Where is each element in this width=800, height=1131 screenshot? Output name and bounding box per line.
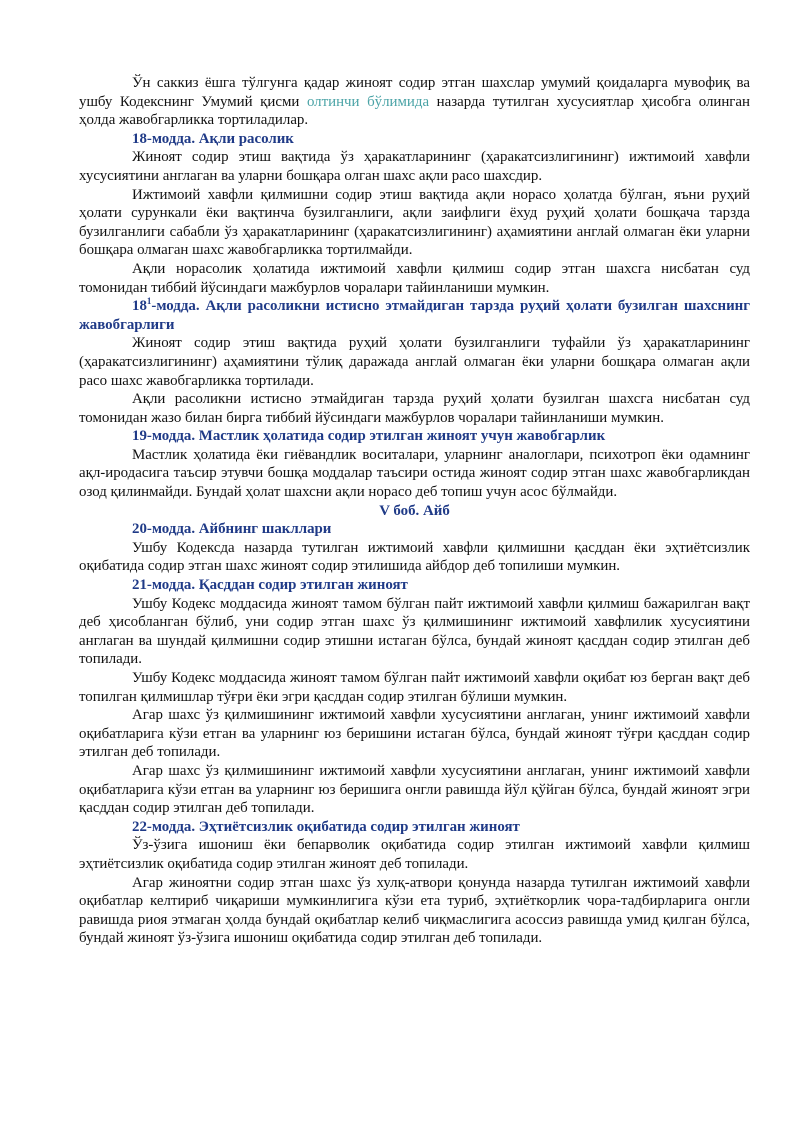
article-18-paragraph-1: Жиноят содир этиш вақтида ўз ҳаракатларининг (ҳаракатсизлигининг) ижтимоий хавфли хусусиятини англаган ва уларни бошқара олган шахс ақли расо шахсдир. xyxy=(79,149,750,184)
chapter-5-heading: V боб. Айб xyxy=(379,502,450,519)
article-21-paragraph-4: Агар шахс ўз қилмишининг ижтимоий хавфли хусусиятини англаган, унинг ижтимоий хавфли оқибатларига кўзи етган ва уларнинг юз беришига онгли равишда йўл қўйган бўлса, бундай жиноят эгри қасддан содир этилган деб топилади. xyxy=(79,762,750,817)
article-21-heading: 21-модда. Қасддан содир этилган жиноят xyxy=(132,577,408,594)
article-21-paragraph-2: Ушбу Кодекс моддасида жиноят тамом бўлган пайт ижтимоий хавфли оқибат юз берган вақт деб топилган қилмишлар тўғри ёки эгри қасддан содир этилган бўлиши мумкин. xyxy=(79,670,750,705)
article-18-1-heading xyxy=(79,297,750,334)
article-18-paragraph-3: Ақли норасолик ҳолатида ижтимоий хавфли қилмиш содир этган шахсга нисбатан суд томонидан тиббий йўсиндаги мажбурлов чоралари тайинланиши мумкин. xyxy=(79,260,750,296)
article-18-1-paragraph-2: Ақли расоликни истисно этмайдиган тарзда руҳий ҳолати бузилган шахсга нисбатан суд томонидан жазо билан бирга тиббий йўсиндаги мажбурлов чоралари тайинланиши мумкин. xyxy=(79,391,750,426)
intro-text-after: назарда тутилган хусусиятлар ҳисобга олинган ҳолда жавобгарликка тортиладилар. xyxy=(79,93,750,129)
article-18-1-paragraph-1: Жиноят содир этиш вақтида руҳий ҳолати бузилганлиги туфайли ўз ҳаракатларининг (ҳаракатсизлигининг) аҳамиятини тўлиқ даражада англай олмаган ёки уларни бошқара олмаган ақли расо шахс жавобгарликка тортилади. xyxy=(79,335,750,389)
article-18-1-superscript: 1 xyxy=(146,296,152,307)
article-18-paragraph-2: Ижтимоий хавфли қилмишни содир этиш вақтида ақли норасо ҳолатда бўлган, яъни руҳий ҳолати сурункали ёки вақтинча бузилганлиги, ақли заифлиги ёхуд руҳий ҳолати бошқача тарзда бузилганлиги сабабли ўз ҳаракатларининг (ҳаракатсизлигининг) аҳамиятини англай олмаган ёки уларни бошқара олмаган шахс жавобгарликка тортилмайди. xyxy=(79,186,750,259)
article-18-1-number: 18 xyxy=(132,298,147,315)
article-18-heading: 18-модда. Ақли расолик xyxy=(132,130,294,147)
sixth-section-link[interactable]: олтинчи бўлимида xyxy=(306,93,430,110)
intro-text-before: Ўн саккиз ёшга тўлгунга қадар жиноят содир этган шахслар умумий қоидаларга мувофиқ ва ушбу Кодекснинг Умумий қисми xyxy=(79,75,750,110)
article-20-paragraph-1: Ушбу Кодексда назарда тутилган ижтимоий хавфли қилмишни қасддан ёки эҳтиётсизлик оқибатида содир этган шахс жиноят содир этилишида айбдор деб топилиши мумкин. xyxy=(79,539,750,575)
article-22-paragraph-2: Агар жиноятни содир этган шахс ўз хулқ-атвори қонунда назарда тутилган ижтимоий хавфли оқибатлар келтириб чиқариши мумкинлигига кўзи ета туриб, эҳтиёткорлик чора-тадбирларига онгли равишда риоя этмаган ҳолда бундай оқибатлар келиб чиқмаслигига асоссиз равишда умид қилган бўлса, бундай жиноят ўз-ўзига ишониш оқибатида содир этилган деб топилади. xyxy=(79,874,750,947)
article-19-heading: 19-модда. Мастлик ҳолатида содир этилган жиноят учун жавобгарлик xyxy=(132,428,606,445)
article-21-paragraph-3: Агар шахс ўз қилмишининг ижтимоий хавфли хусусиятини англаган, унинг ижтимоий хавфли оқибатларига кўзи етган ва уларнинг юз беришини истаган бўлса, бундай жиноят тўғри қасддан содир этилган деб топилади. xyxy=(79,707,750,761)
article-21-paragraph-1: Ушбу Кодекс моддасида жиноят тамом бўлган пайт ижтимоий хавфли қилмиш бажарилган вақт деб ҳисобланган бўлиб, уни содир этган шахс ўз қилмишининг ижтимоий хавфлилик хусусиятини англаган ва шундай қилмишни содир этишни истаган бўлса, бундай жиноят қасддан содир этилган деб топилади. xyxy=(79,595,750,668)
intro-paragraph xyxy=(79,74,750,130)
article-19-paragraph-1: Мастлик ҳолатида ёки гиёвандлик воситалари, уларнинг аналоглари, психотроп ёки одамнинг ақл-иродасига таъсир этувчи бошқа моддалар таъсири остида жиноят содир этган шахс жавобгарликдан озод қилинмайди. Бундай ҳолат шахсни ақли норасо деб топиш учун асос бўлмайди. xyxy=(79,446,750,501)
article-22-paragraph-1: Ўз-ўзига ишониш ёки бепарволик оқибатида содир этилган ижтимоий хавфли қилмиш эҳтиётсизлик оқибатида содир этилган жиноят деб топилади. xyxy=(79,837,750,872)
article-18-1-title: -модда. Ақли расоликни истисно этмайдиган тарзда руҳий ҳолати бузилган шахснинг жавобгарлиги xyxy=(79,298,750,333)
article-22-heading: 22-модда. Эҳтиётсизлик оқибатида содир этилган жиноят xyxy=(132,818,520,835)
article-20-heading: 20-модда. Айбнинг шакллари xyxy=(132,521,332,538)
